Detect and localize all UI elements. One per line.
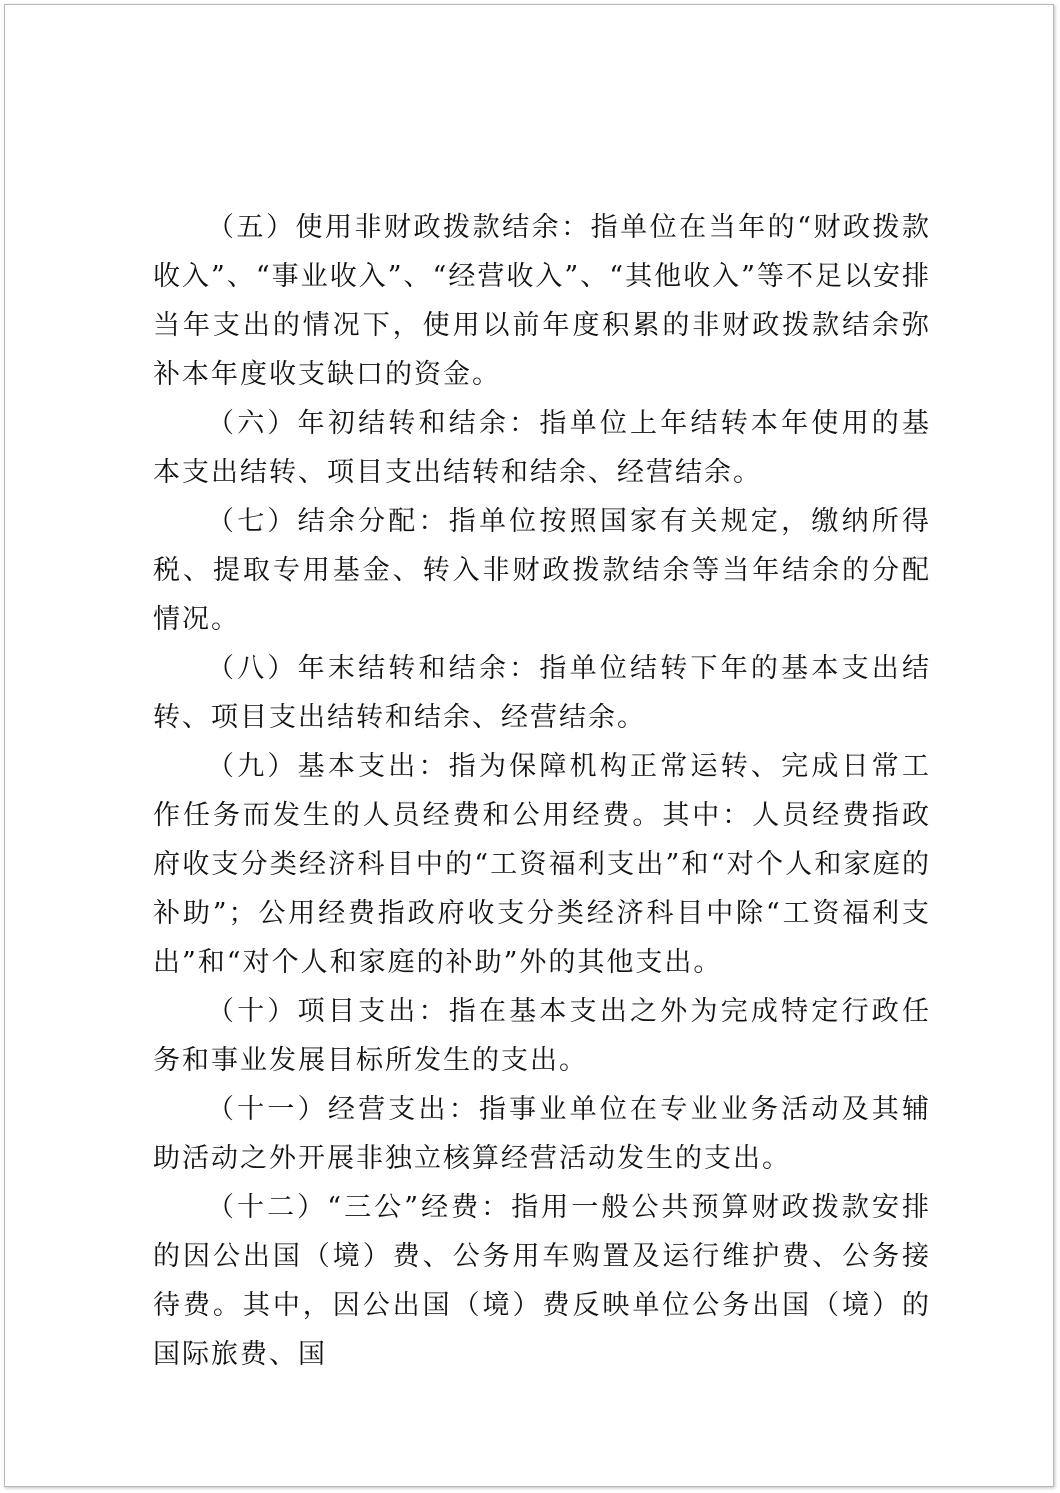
paragraph-9: （九）基本支出：指为保障机构正常运转、完成日常工作任务而发生的人员经费和公用经费。其中：人员经费指政府收支分类经济科目中的“工资福利支出”和“对个人和家庭的补助”；公用经费指政府收支分类经济科目中除“工资福利支出”和“对个人和家庭的补助”外的其他支出。 xyxy=(153,751,931,978)
paragraph-5: （五）使用非财政拨款结余：指单位在当年的“财政拨款收入”、“事业收入”、“经营收入”、“其他收入”等不足以安排当年支出的情况下，使用以前年度积累的非财政拨款结余弥补本年度收支缺口的资金。 xyxy=(153,212,931,390)
paragraph-10: （十）项目支出：指在基本支出之外为完成特定行政任务和事业发展目标所发生的支出。 xyxy=(153,996,931,1076)
paragraph-12: （十二）“三公”经费：指用一般公共预算财政拨款安排的因公出国（境）费、公务用车购置及运行维护费、公务接待费。其中，因公出国（境）费反映单位公务出国（境）的国际旅费、国 xyxy=(153,1192,931,1370)
paragraph-11: （十一）经营支出：指事业单位在专业业务活动及其辅助活动之外开展非独立核算经营活动发生的支出。 xyxy=(153,1094,931,1174)
paragraph-8: （八）年末结转和结余：指单位结转下年的基本支出结转、项目支出结转和结余、经营结余。 xyxy=(153,653,931,733)
document-page xyxy=(4,4,1054,1487)
paragraph-6: （六）年初结转和结余：指单位上年结转本年使用的基本支出结转、项目支出结转和结余、经营结余。 xyxy=(153,408,931,488)
document-body xyxy=(153,203,931,1379)
paragraph-7: （七）结余分配：指单位按照国家有关规定，缴纳所得税、提取专用基金、转入非财政拨款结余等当年结余的分配情况。 xyxy=(153,506,931,635)
